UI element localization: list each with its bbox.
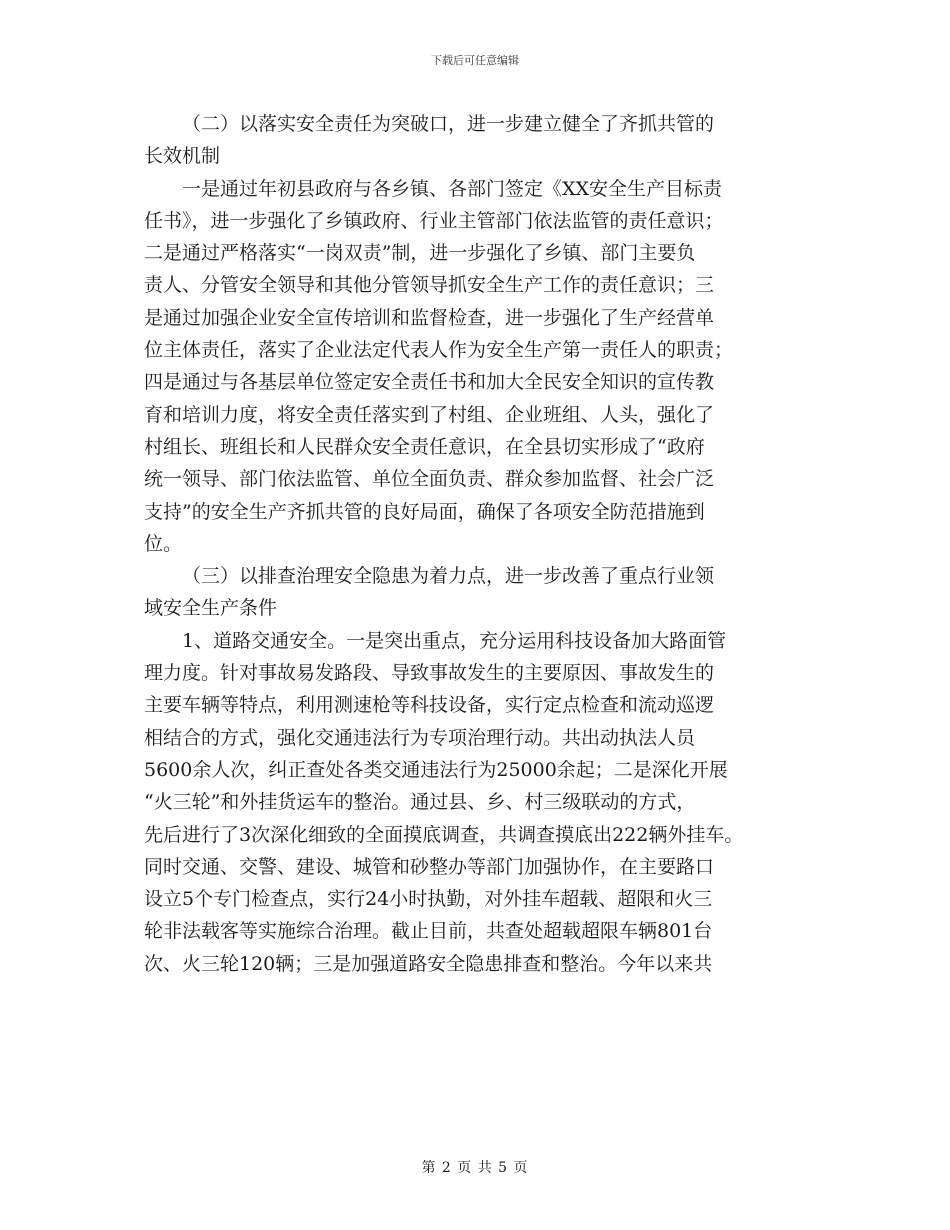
- paragraph-line: 理力度。针对事故易发路段、导致事故发生的主要原因、事故发生的: [144, 662, 715, 685]
- paragraph-line: 一是通过年初县政府与各乡镇、各部门签定《XX安全生产目标责: [182, 177, 723, 200]
- paragraph-line: 设立5个专门检查点，实行24小时执勤，对外挂车超载、超限和火三: [144, 888, 713, 911]
- paragraph-line: 轮非法载客等实施综合治理。截止目前，共查处超载超限车辆801台: [144, 920, 713, 943]
- paragraph-line: 1、道路交通安全。一是突出重点，充分运用科技设备加大路面管: [182, 629, 727, 652]
- document-body: [144, 108, 814, 980]
- paragraph-line: 支持”的安全生产齐抓共管的良好局面，确保了各项安全防范措施到: [144, 500, 705, 523]
- paragraph-line: 位主体责任，落实了企业法定代表人作为安全生产第一责任人的职责；: [144, 339, 734, 362]
- paragraph-line: 二是通过严格落实“一岗双责”制，进一步强化了乡镇、部门主要负: [144, 242, 696, 265]
- paragraph-line: 村组长、班组长和人民群众安全责任意识，在全县切实形成了“政府: [144, 435, 705, 458]
- paragraph-line: 任书》，进一步强化了乡镇政府、行业主管部门依法监管的责任意识；: [144, 209, 724, 232]
- page-header: 下载后可任意编辑: [431, 54, 519, 67]
- paragraph-line: 责人、分管安全领导和其他分管领导抓安全生产工作的责任意识；三: [144, 274, 715, 297]
- paragraph-line: 同时交通、交警、建设、城管和砂整办等部门加强协作，在主要路口: [144, 855, 715, 878]
- section-heading-3: （三）以排查治理安全隐患为着力点，进一步改善了重点行业领: [182, 565, 715, 588]
- paragraph-line: 次、火三轮120辆；三是加强道路安全隐患排查和整治。今年以来共: [144, 952, 713, 975]
- section-heading-3-cont: 域安全生产条件: [144, 597, 278, 620]
- section-heading-2-cont: 长效机制: [144, 145, 221, 168]
- paragraph-line: 先后进行了3次深化细致的全面摸底调查，共调查摸底出222辆外挂车。: [144, 823, 744, 846]
- paragraph-line: 育和培训力度，将安全责任落实到了村组、企业班组、人头，强化了: [144, 403, 715, 426]
- paragraph-line: 相结合的方式，强化交通违法行为专项治理行动。共出动执法人员: [144, 726, 696, 749]
- paragraph-line: 四是通过与各基层单位签定安全责任书和加大全民安全知识的宣传教: [144, 371, 715, 394]
- paragraph-line: 统一领导、部门依法监管、单位全面负责、群众参加监督、社会广泛: [144, 468, 715, 491]
- page-footer: 第 2 页 共 5 页: [421, 1160, 529, 1176]
- paragraph-line: 是通过加强企业安全宣传培训和监督检查，进一步强化了生产经营单: [144, 306, 715, 329]
- paragraph-line: 5600余人次，纠正查处各类交通违法行为25000余起；二是深化开展: [144, 758, 728, 781]
- paragraph-line: 位。: [144, 532, 183, 555]
- paragraph-line: 主要车辆等特点，利用测速枪等科技设备，实行定点检查和流动巡逻: [144, 694, 715, 717]
- paragraph-line: “火三轮”和外挂货运车的整治。通过县、乡、村三级联动的方式，: [144, 791, 696, 814]
- section-heading-2: （二）以落实安全责任为突破口，进一步建立健全了齐抓共管的: [182, 113, 715, 135]
